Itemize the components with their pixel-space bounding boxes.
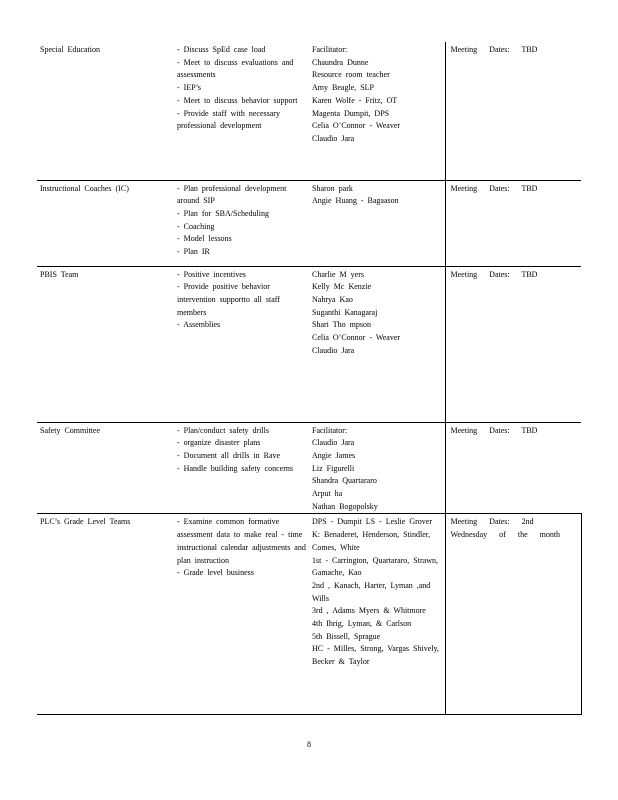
committee-name: Safety Committee [37, 422, 174, 514]
committee-duties: - Examine common formative assessment data to make real - time instructional calendar adjustments and plan instruction - Grade level business [174, 514, 309, 715]
committee-members: Charlie M yers Kelly Mc Kenzie Nahrya Kao Suganthi Kanagaraj Shari Tho mpson Celia O’Connor - Weaver Claudio Jara [309, 266, 445, 422]
table-row [37, 180, 581, 266]
committee-duties: - Plan/conduct safety drills - organize disaster plans - Document all drills in Rave - Handle building safety concerns [174, 422, 309, 514]
meeting-dates: Meeting Dates: TBD [445, 266, 581, 422]
committee-name: PBIS Team [37, 266, 174, 422]
meeting-dates: Meeting Dates: 2nd Wednesday of the month [445, 514, 581, 715]
committee-name: Special Education [37, 42, 174, 180]
table-row [37, 42, 581, 180]
meeting-dates: Meeting Dates: TBD [445, 180, 581, 266]
committee-name: PLC’s Grade Level Teams [37, 514, 174, 715]
committee-duties: - Plan professional development around SIP - Plan for SBA/Scheduling - Coaching - Model lessons - Plan IR [174, 180, 309, 266]
committee-name: Instructional Coaches (IC) [37, 180, 174, 266]
committee-members: Facilitator: Claudio Jara Angie James Liz Figurelli Shandra Quartararo Arput ha Nathan Bogopolsky [309, 422, 445, 514]
meeting-dates: Meeting Dates: TBD [445, 422, 581, 514]
committee-members: Sharon park Angie Huang - Bagaason [309, 180, 445, 266]
committee-members: Facilitator: Chaundra Dunne Resource room teacher Amy Beagle, SLP Karen Wolfe - Fritz, OT Magenta Dumpit, DPS Celia O’Connor - Weaver Claudio Jara [309, 42, 445, 180]
page-number: 8 [307, 740, 311, 749]
committee-table [37, 42, 582, 715]
meeting-dates: Meeting Dates: TBD [445, 42, 581, 180]
table-row [37, 266, 581, 422]
committee-members: DPS - Dumpit LS - Leslie Grover K: Benaderet, Henderson, Stindler, Comes, White 1st - Carrington, Quartararo, Strawn, Gamache, Kao 2nd , Kanach, Harter, Lyman ,and Wills 3rd , Adams Myers & Whitmore 4th Ihrig, Lyman, & Carlson 5th Bissell, Sprague HC - Milles, Strong, Vargas Shively, Becker & Taylor [309, 514, 445, 715]
committee-duties: - Positive incentives - Provide positive behavior intervention supportto all staff members - Assemblies [174, 266, 309, 422]
table-row [37, 422, 581, 514]
committee-duties: - Discuss SpEd case load - Meet to discuss evaluations and assessments - IEP’s - Meet to discuss behavior support - Provide staff with necessary professional development [174, 42, 309, 180]
table-row [37, 514, 581, 715]
